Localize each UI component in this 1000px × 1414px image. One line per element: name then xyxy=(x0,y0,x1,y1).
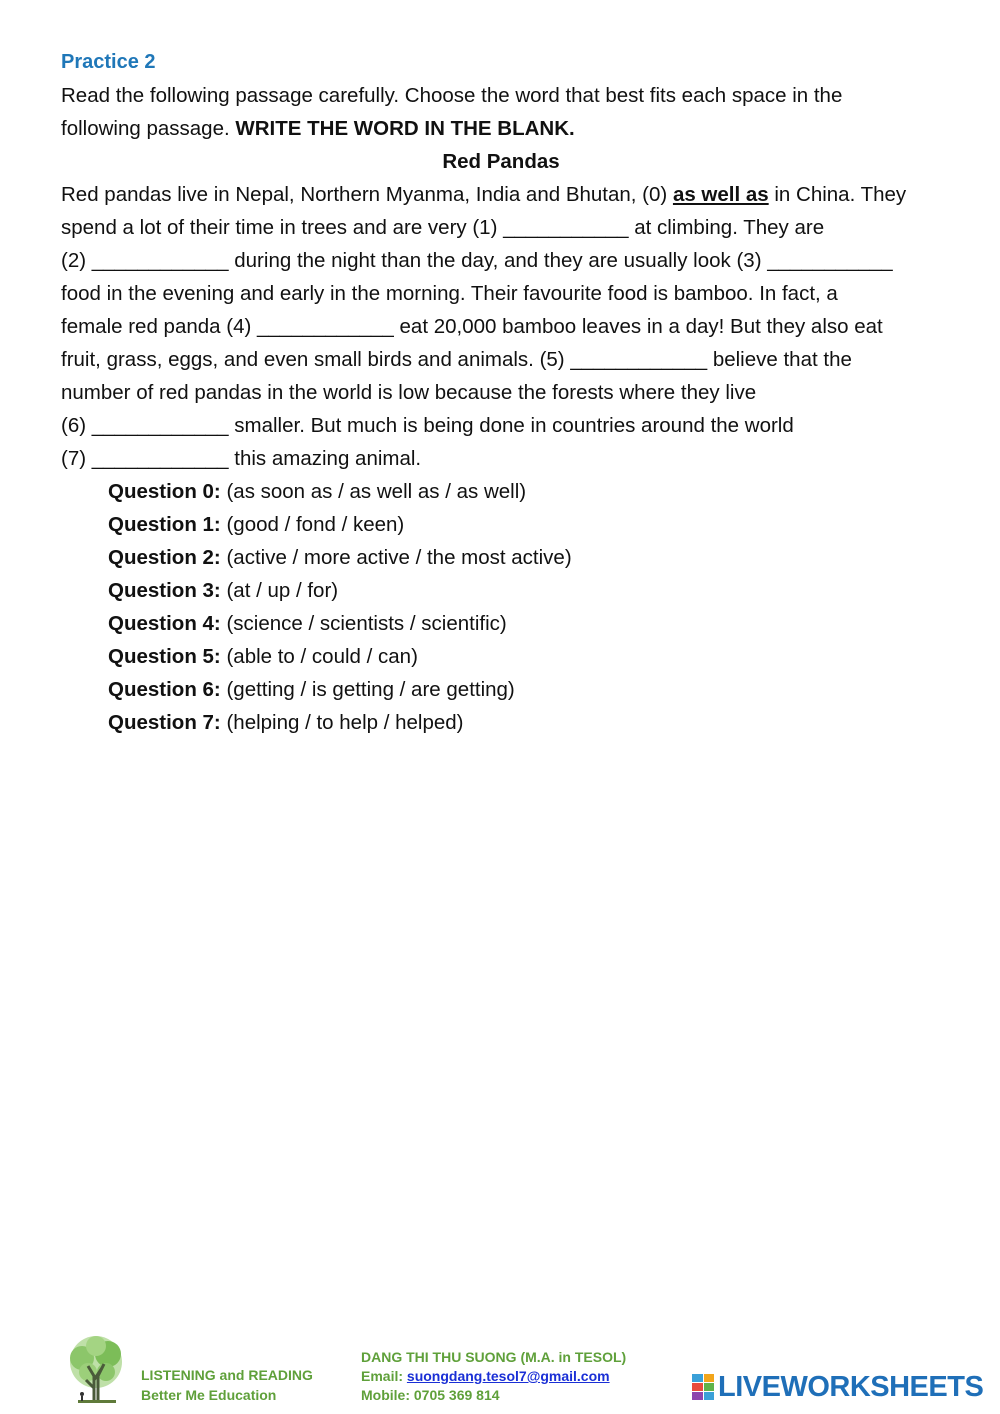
question-options: (active / more active / the most active) xyxy=(220,546,572,569)
instructions-text: following passage. xyxy=(61,117,236,140)
page-footer xyxy=(0,1320,1000,1414)
footer-left xyxy=(141,1365,313,1405)
footer-email-label: Email: xyxy=(361,1368,407,1384)
example-answer: as well as xyxy=(672,183,769,206)
footer-phone: Mobile: 0705 369 814 xyxy=(361,1387,500,1403)
footer-contact xyxy=(361,1348,626,1405)
question-options: (good / fond / keen) xyxy=(220,513,405,536)
question-item xyxy=(61,607,941,640)
passage-line xyxy=(61,178,941,211)
passage-line: spend a lot of their time in trees and are very (1) ___________ at climbing. They are xyxy=(61,216,825,239)
question-item xyxy=(61,541,941,574)
question-item xyxy=(61,475,941,508)
passage-line: number of red pandas in the world is low because the forests where they live xyxy=(61,381,757,404)
question-options: (getting / is getting / are getting) xyxy=(220,678,515,701)
footer-organization: Better Me Education xyxy=(141,1387,277,1403)
brand-name: LIVEWORKSHEETS xyxy=(718,1370,984,1403)
question-item xyxy=(61,640,941,673)
footer-author: DANG THI THU SUONG (M.A. in TESOL) xyxy=(361,1349,627,1365)
question-list xyxy=(61,475,941,739)
question-label: Question 6: xyxy=(108,678,221,701)
question-options: (able to / could / can) xyxy=(220,645,418,668)
question-label: Question 0: xyxy=(108,480,221,503)
question-label: Question 1: xyxy=(108,513,221,536)
passage-line: food in the evening and early in the morning. Their favourite food is bamboo. In fact, a xyxy=(61,282,838,305)
passage-line: (6) ____________ smaller. But much is being done in countries around the world xyxy=(61,414,794,437)
passage-text: Red pandas live in Nepal, Northern Myanma, India and Bhutan, (0) xyxy=(61,183,673,206)
footer-email-row xyxy=(361,1367,626,1386)
passage-title: Red Pandas xyxy=(442,150,560,173)
tree-icon xyxy=(58,1332,134,1408)
live-blocks-icon xyxy=(692,1374,714,1400)
passage-text: in China. They xyxy=(768,183,907,206)
question-label: Question 4: xyxy=(108,612,221,635)
question-label: Question 5: xyxy=(108,645,221,668)
practice-heading: Practice 2 xyxy=(61,51,156,73)
footer-course: LISTENING and READING xyxy=(141,1367,313,1383)
question-item xyxy=(61,673,941,706)
question-options: (helping / to help / helped) xyxy=(220,711,464,734)
worksheet xyxy=(61,46,941,739)
passage-line: (7) ____________ this amazing animal. xyxy=(61,447,422,470)
instructions-emphasis: WRITE THE WORD IN THE BLANK. xyxy=(235,117,575,140)
passage-line: fruit, grass, eggs, and even small birds and animals. (5) ____________ believe that the xyxy=(61,348,852,371)
question-options: (science / scientists / scientific) xyxy=(220,612,507,635)
footer-email-link[interactable]: suongdang.tesol7@gmail.com xyxy=(406,1368,610,1384)
question-label: Question 3: xyxy=(108,579,221,602)
instructions-line-1: Read the following passage carefully. Choose the word that best fits each space in the xyxy=(61,84,843,107)
question-label: Question 7: xyxy=(108,711,221,734)
passage-line: (2) ____________ during the night than the day, and they are usually look (3) ___________ xyxy=(61,249,893,272)
question-label: Question 2: xyxy=(108,546,221,569)
liveworksheets-logo[interactable] xyxy=(692,1372,983,1402)
question-item xyxy=(61,706,941,739)
question-item xyxy=(61,508,941,541)
question-item xyxy=(61,574,941,607)
question-options: (as soon as / as well as / as well) xyxy=(220,480,527,503)
passage-line: female red panda (4) ____________ eat 20,000 bamboo leaves in a day! But they also eat xyxy=(61,315,883,338)
instructions-line-2 xyxy=(61,112,941,145)
question-options: (at / up / for) xyxy=(220,579,339,602)
